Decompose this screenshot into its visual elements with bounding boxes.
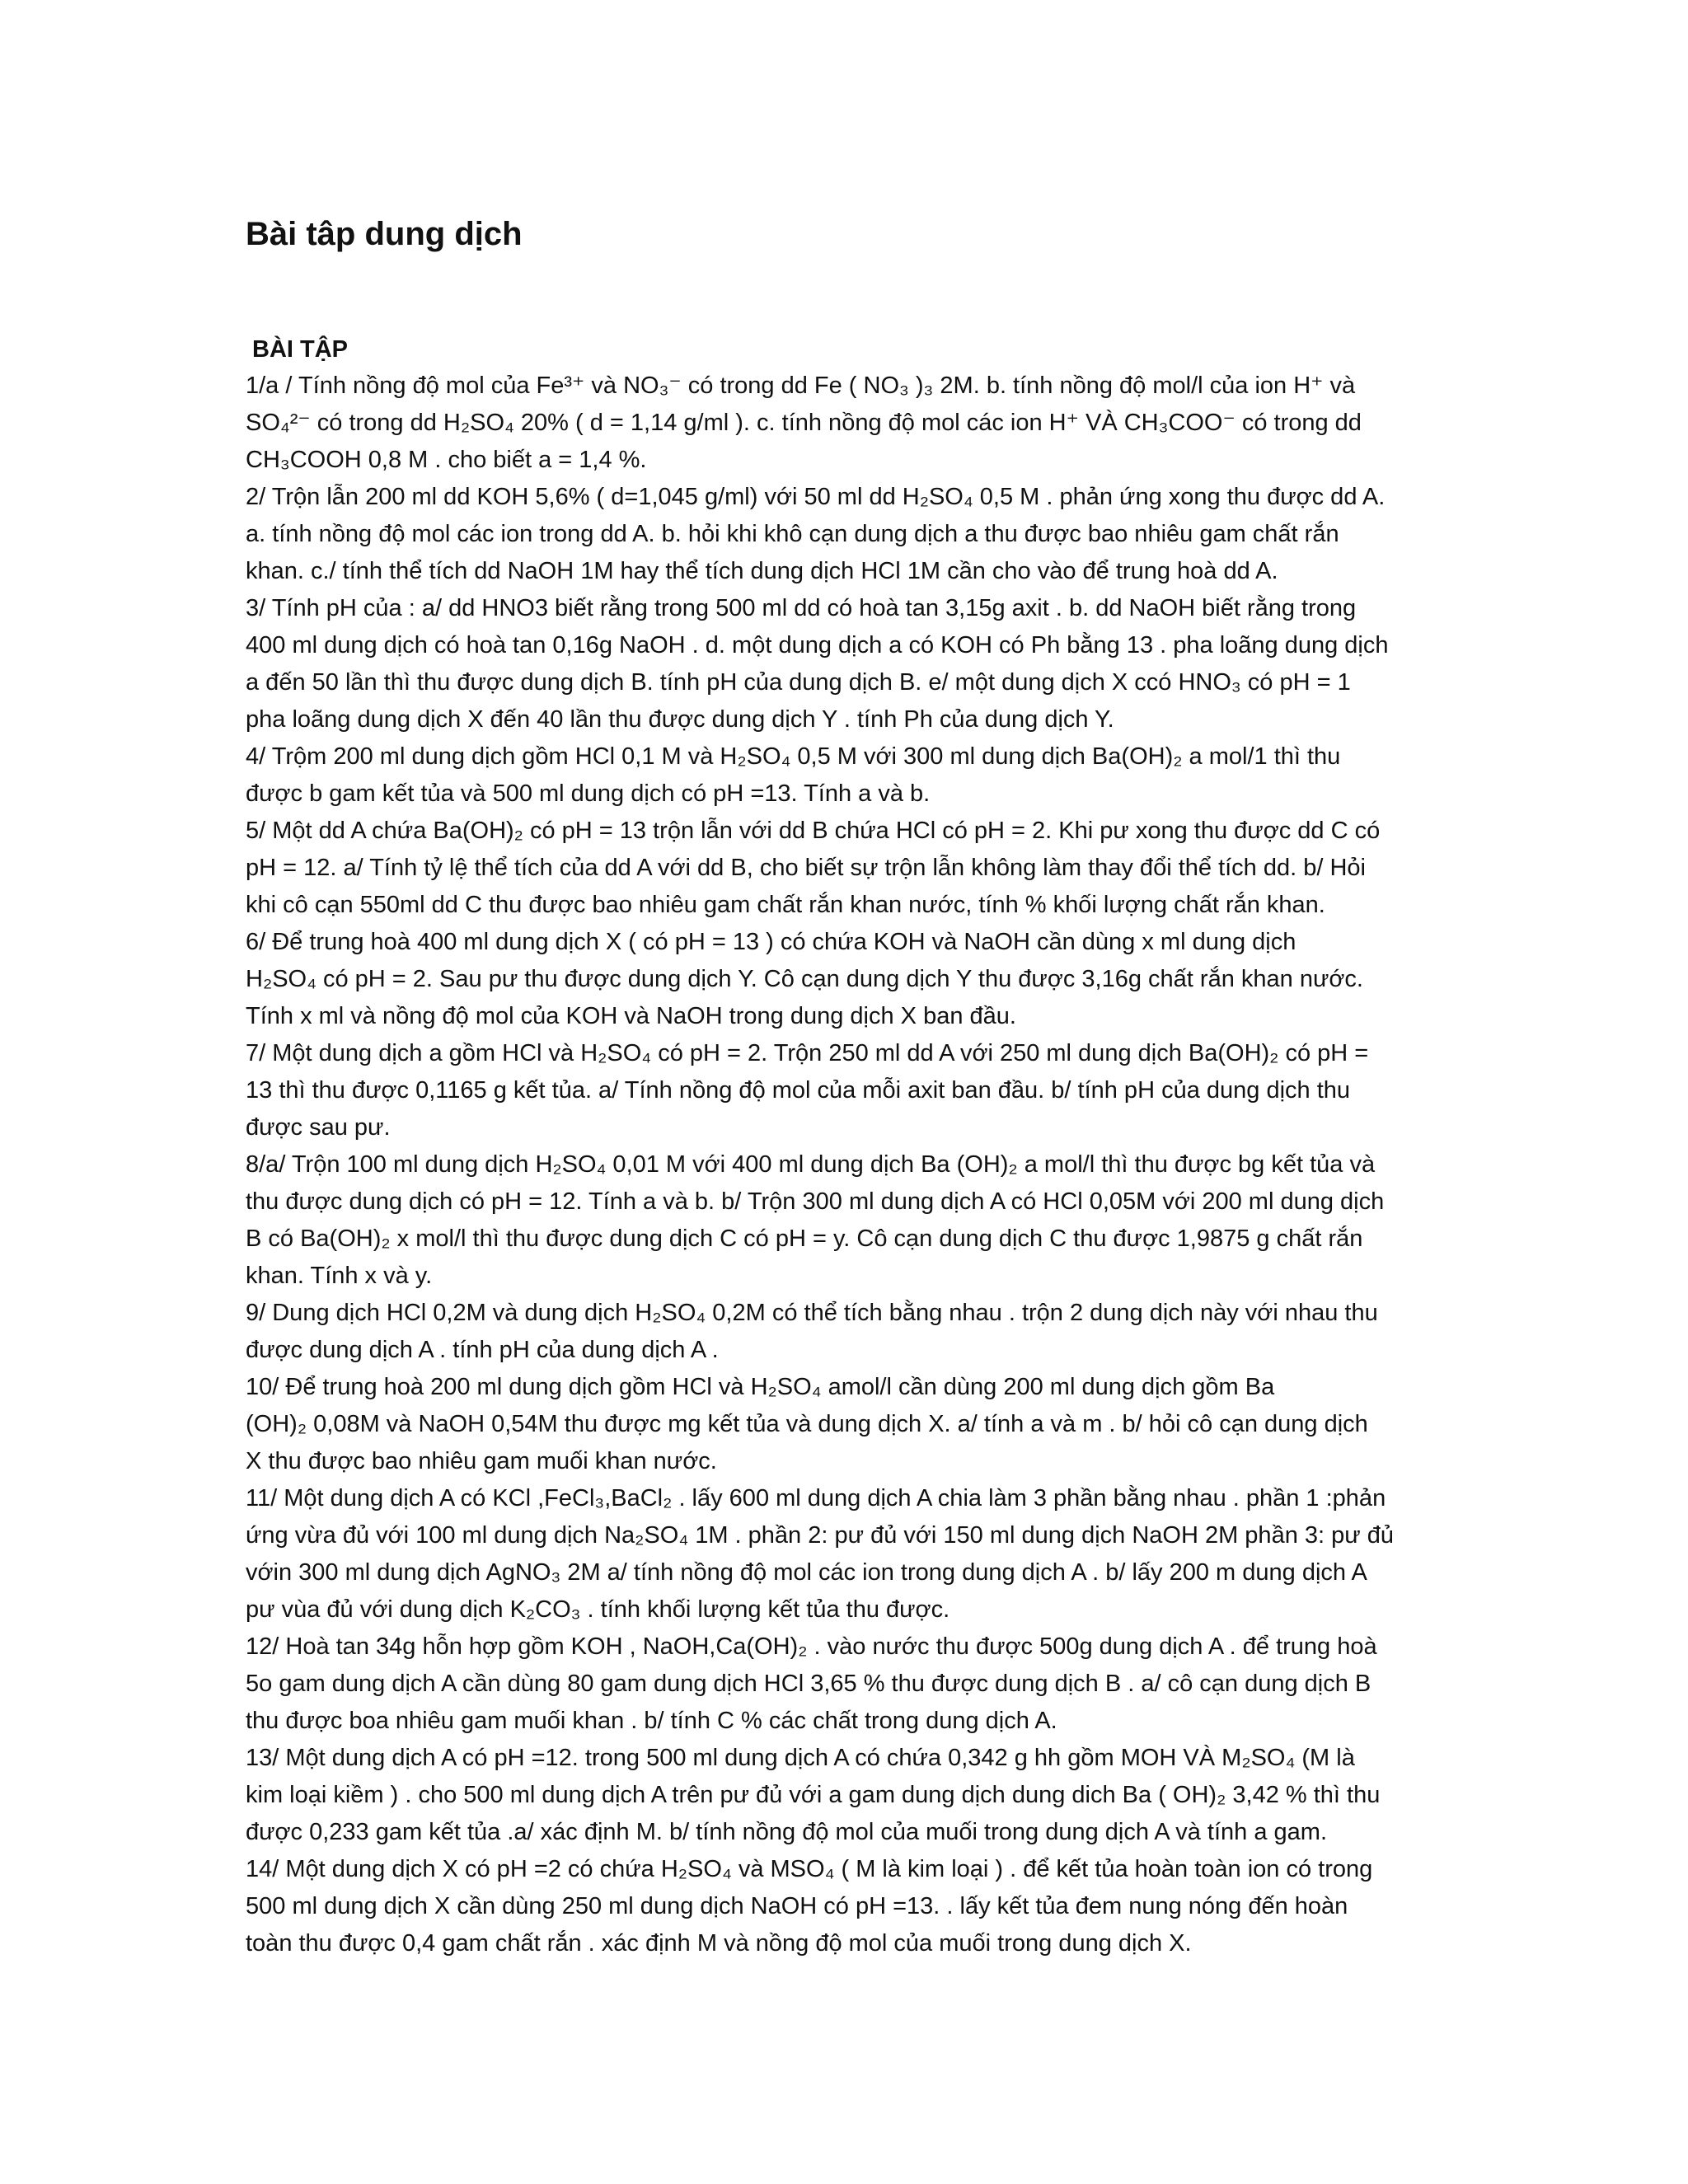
text-line: 10/ Để trung hoà 200 ml dung dịch gồm HCl và H₂SO₄ amol/l cần dùng 200 ml dung dịch gồm Ba: [246, 1374, 1275, 1400]
text-line: được 0,233 gam kết tủa .a/ xác định M. b/ tính nồng độ mol của muối trong dung dịch A và tính a gam.: [246, 1819, 1327, 1845]
text-line: khan. c./ tính thể tích dd NaOH 1M hay thể tích dung dịch HCl 1M cần cho vào để trung hoà dd A.: [246, 558, 1278, 584]
text-line: pH = 12. a/ Tính tỷ lệ thể tích của dd A với dd B, cho biết sự trộn lẫn không làm thay đổi thể tích dd. b/ Hỏi: [246, 855, 1366, 881]
text-line: Tính x ml và nồng độ mol của KOH và NaOH trong dung dịch X ban đầu.: [246, 1003, 1016, 1029]
text-line: 400 ml dung dịch có hoà tan 0,16g NaOH . d. một dung dịch a có KOH có Ph bằng 13 . pha loãng dung dịch: [246, 632, 1389, 658]
text-line: vớin 300 ml dung dịch AgNO₃ 2M a/ tính nồng độ mol các ion trong dung dịch A . b/ lấy 200 m dung dịch A: [246, 1559, 1367, 1586]
text-line: được dung dịch A . tính pH của dung dịch A .: [246, 1337, 719, 1363]
text-line: 3/ Tính pH của : a/ dd HNO3 biết rằng trong 500 ml dd có hoà tan 3,15g axit . b. dd NaOH biết rằng trong: [246, 595, 1357, 621]
text-line: được b gam kết tủa và 500 ml dung dịch có pH =13. Tính a và b.: [246, 780, 931, 807]
text-line: 4/ Trộm 200 ml dung dịch gồm HCl 0,1 M và H₂SO₄ 0,5 M với 300 ml dung dịch Ba(OH)₂ a mol/1 thì thu: [246, 743, 1341, 770]
text-line: 500 ml dung dịch X cần dùng 250 ml dung dịch NaOH có pH =13. . lấy kết tủa đem nung nóng đến hoàn: [246, 1893, 1348, 1919]
text-line: B có Ba(OH)₂ x mol/l thì thu được dung dịch C có pH = y. Cô cạn dung dịch C thu được 1,9875 g chất rắn: [246, 1226, 1363, 1252]
text-line: SO₄²⁻ có trong dd H₂SO₄ 20% ( d = 1,14 g/ml ). c. tính nồng độ mol các ion H⁺ VÀ CH₃COO⁻ có trong dd: [246, 410, 1362, 436]
text-line: khan. Tính x và y.: [246, 1263, 433, 1289]
text-line: 1/a / Tính nồng độ mol của Fe³⁺ và NO₃⁻ có trong dd Fe ( NO₃ )₃ 2M. b. tính nồng độ mol/l của ion H⁺ và: [246, 373, 1356, 399]
text-line: pha loãng dung dịch X đến 40 lần thu được dung dịch Y . tính Ph của dung dịch Y.: [246, 706, 1114, 733]
text-line: a. tính nồng độ mol các ion trong dd A. b. hỏi khi khô cạn dung dịch a thu được bao nhiêu gam chất rắn: [246, 521, 1339, 547]
document-title: Bài tâp dung dịch: [246, 216, 523, 252]
text-line: H₂SO₄ có pH = 2. Sau pư thu được dung dịch Y. Cô cạn dung dịch Y thu được 3,16g chất rắn khan nước.: [246, 966, 1363, 992]
text-line: (OH)₂ 0,08M và NaOH 0,54M thu được mg kết tủa và dung dịch X. a/ tính a và m . b/ hỏi cô cạn dung dịch: [246, 1411, 1368, 1437]
text-line: 2/ Trộn lẫn 200 ml dd KOH 5,6% ( d=1,045 g/ml) với 50 ml dd H₂SO₄ 0,5 M . phản ứng xong thu được dd A.: [246, 484, 1386, 510]
text-line: khi cô cạn 550ml dd C thu được bao nhiêu gam chất rắn khan nước, tính % khối lượng chất rắn khan.: [246, 892, 1325, 918]
text-line: 7/ Một dung dịch a gồm HCl và H₂SO₄ có pH = 2. Trộn 250 ml dd A với 250 ml dung dịch Ba(OH)₂ có pH =: [246, 1040, 1369, 1066]
text-line: 13/ Một dung dịch A có pH =12. trong 500 ml dung dịch A có chứa 0,342 g hh gồm MOH VÀ M₂SO₄ (M là: [246, 1745, 1355, 1771]
text-line: 5/ Một dd A chứa Ba(OH)₂ có pH = 13 trộn lẫn với dd B chứa HCl có pH = 2. Khi pư xong thu được dd C có: [246, 818, 1381, 844]
text-line: pư vùa đủ với dung dịch K₂CO₃ . tính khối lượng kết tủa thu được.: [246, 1596, 950, 1623]
text-line: toàn thu được 0,4 gam chất rắn . xác định M và nồng độ mol của muối trong dung dịch X.: [246, 1930, 1192, 1957]
text-line: 9/ Dung dịch HCl 0,2M và dung dịch H₂SO₄ 0,2M có thể tích bằng nhau . trộn 2 dung dịch này với nhau thu: [246, 1300, 1378, 1326]
text-line: kim loại kiềm ) . cho 500 ml dung dịch A trên pư đủ với a gam dung dịch dung dich Ba ( OH)₂ 3,42 % thì thu: [246, 1782, 1381, 1808]
text-line: CH₃COOH 0,8 M . cho biết a = 1,4 %.: [246, 447, 647, 473]
text-line: X thu được bao nhiêu gam muối khan nước.: [246, 1448, 717, 1474]
text-line: 8/a/ Trộn 100 ml dung dịch H₂SO₄ 0,01 M với 400 ml dung dịch Ba (OH)₂ a mol/l thì thu được bg kết tủa và: [246, 1151, 1376, 1178]
text-line: 11/ Một dung dịch A có KCl ,FeCl₃,BaCl₂ . lấy 600 ml dung dịch A chia làm 3 phần bằng nhau . phần 1 :phản: [246, 1485, 1386, 1511]
text-line: 6/ Để trung hoà 400 ml dung dịch X ( có pH = 13 ) có chứa KOH và NaOH cần dùng x ml dung dịch: [246, 929, 1296, 955]
section-heading: BÀI TẬP: [252, 336, 348, 363]
text-line: 14/ Một dung dịch X có pH =2 có chứa H₂SO₄ và MSO₄ ( M là kim loại ) . để kết tủa hoàn toàn ion có trong: [246, 1856, 1373, 1882]
text-line: a đến 50 lần thì thu được dung dịch B. tính pH của dung dịch B. e/ một dung dịch X ccó HNO₃ có pH = 1: [246, 669, 1351, 696]
text-line: được sau pư.: [246, 1114, 391, 1141]
exercise-text-block: [246, 368, 1442, 1962]
text-line: 13 thì thu được 0,1165 g kết tủa. a/ Tính nồng độ mol của mỗi axit ban đầu. b/ tính pH của dung dịch thu: [246, 1077, 1351, 1104]
text-line: ứng vừa đủ với 100 ml dung dịch Na₂SO₄ 1M . phần 2: pư đủ với 150 ml dung dịch NaOH 2M phần 3: pư đủ: [246, 1522, 1394, 1549]
text-line: 5o gam dung dịch A cần dùng 80 gam dung dịch HCl 3,65 % thu được dung dịch B . a/ cô cạn dung dịch B: [246, 1671, 1372, 1697]
text-line: 12/ Hoà tan 34g hỗn hợp gồm KOH , NaOH,Ca(OH)₂ . vào nước thu được 500g dung dịch A . để trung hoà: [246, 1633, 1377, 1660]
text-line: thu được boa nhiêu gam muối khan . b/ tính C % các chất trong dung dịch A.: [246, 1708, 1057, 1734]
text-line: thu được dung dịch có pH = 12. Tính a và b. b/ Trộn 300 ml dung dịch A có HCl 0,05M với 200 ml dung dịch: [246, 1188, 1385, 1215]
